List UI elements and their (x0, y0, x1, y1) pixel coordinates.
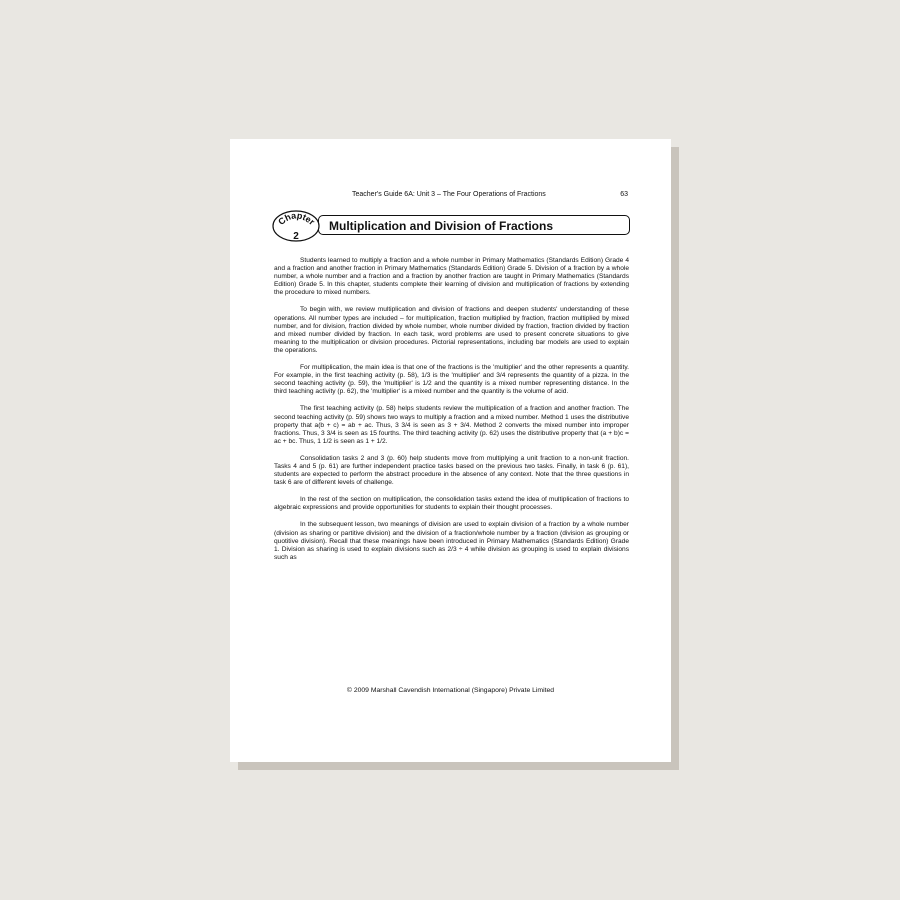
paragraph: For multiplication, the main idea is that one of the fractions is the 'multiplier' and the other represents a quantity. For example, in the first teaching activity (p. 58), 1/3 is the 'multiplier' and 3/4 represents the quantity of a pizza. In the second teaching activity (p. 59), the 'multiplier' is 1/2 and the quantity is a mixed number representing distance. In the third teaching activity (p. 62), the 'multiplier' is a mixed number and the quantity is the volume of acid. (274, 364, 629, 396)
chapter-badge (271, 209, 321, 243)
document-page (230, 139, 671, 762)
running-title: Teacher's Guide 6A: Unit 3 – The Four Operations of Fractions (352, 191, 546, 198)
page-number: 63 (620, 191, 628, 198)
paragraph: In the rest of the section on multiplication, the consolidation tasks extend the idea of multiplication of fractions to algebraic expressions and provide opportunities for students to explain their thought processes. (274, 496, 629, 512)
chapter-badge-word: Chapter (276, 210, 317, 228)
paragraph: The first teaching activity (p. 58) helps students review the multiplication of a fraction and another fraction. The second teaching activity (p. 59) shows two ways to multiply a fraction and a mixed number. Method 1 uses the distributive property that a(b + c) = ab + ac. Thus, 3 3/4 is seen as 3 + 3/4. Method 2 converts the mixed number into improper fractions. Thus, 3 3/4 is seen as 15 fourths. The third teaching activity (p. 62) uses the distributive property that (a + b)c = ac + bc. Thus, 1 1/2 is seen as 1 + 1/2. (274, 405, 629, 445)
chapter-badge-number: 2 (293, 231, 299, 242)
body-text (274, 257, 629, 571)
chapter-title: Multiplication and Division of Fractions (329, 219, 554, 233)
paragraph: Students learned to multiply a fraction and a whole number in Primary Mathematics (Standards Edition) Grade 4 and a fraction and another fraction in Primary Mathematics (Standards Edition) Grade 5. Division of a fraction by a whole number, a whole number and a fraction and a fraction by another fraction are taught in Primary Mathematics (Standards Edition) Grade 5. In this chapter, students complete their learning of division and multiplication of fractions by extending the procedure to mixed numbers. (274, 257, 629, 297)
copyright-footer: © 2009 Marshall Cavendish International (Singapore) Private Limited (346, 687, 555, 694)
paragraph: To begin with, we review multiplication and division of fractions and deepen students' understanding of these operations. All number types are included – for multiplication, fraction multiplied by fraction, fraction multiplied by mixed number, and for division, fraction divided by whole number, whole number divided by fraction, fraction divided by fraction and mixed number divided by fraction. In each task, word problems are used to present concrete situations to give meaning to the multiplication or division procedures. Pictorial representations, including bar models are used to explain the operations. (274, 306, 629, 354)
paragraph: Consolidation tasks 2 and 3 (p. 60) help students move from multiplying a unit fraction to a non-unit fraction. Tasks 4 and 5 (p. 61) are further independent practice tasks based on the previous two tasks. Finally, in task 6 (p. 61), students are expected to perform the abstract procedure in the absence of any context. Note that the three questions in task 6 are of different levels of challenge. (274, 454, 629, 487)
chapter-title-bar (318, 215, 630, 235)
paragraph: In the subsequent lesson, two meanings of division are used to explain division of a fraction by a whole number (division as sharing or partitive division) and the division of a fraction/whole number by a fraction (division as grouping or quotitive division). Recall that these meanings have been introduced in Primary Mathematics (Standards Edition) Grade 1. Division as sharing is used to explain divisions such as 2/3 ÷ 4 while division as grouping is used to explain divisions such as (274, 521, 629, 561)
